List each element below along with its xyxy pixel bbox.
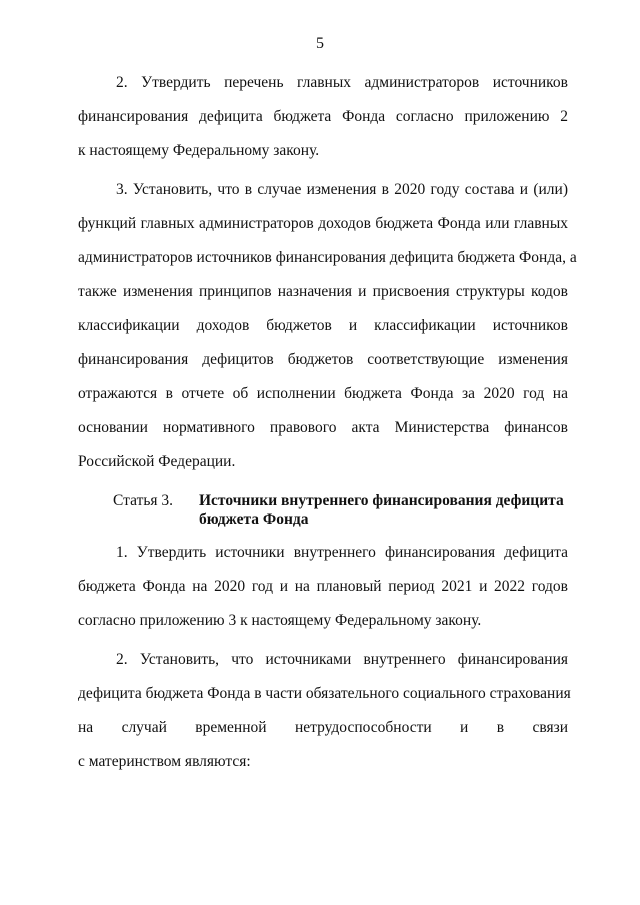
paragraph-2 [78, 73, 568, 175]
article-title [199, 491, 569, 529]
paragraph-line: на случай временной нетрудоспособности и в связи [78, 719, 568, 736]
paragraph-line: классификации доходов бюджетов и классификации источников [78, 317, 568, 334]
paragraph-line: дефицита бюджета Фонда в части обязательного социального страхования [78, 685, 571, 702]
paragraph-line: с материнством являются: [78, 753, 251, 770]
paragraph-line: 3. Установить, что в случае изменения в 2020 году состава и (или) [116, 181, 568, 198]
article-title-line: бюджета Фонда [199, 511, 309, 528]
paragraph-line: финансирования дефицитов бюджетов соответствующие изменения [78, 351, 568, 368]
paragraph-line: Российской Федерации. [78, 453, 236, 470]
paragraph-line: также изменения принципов назначения и присвоения структуры кодов [78, 283, 568, 300]
paragraph-3 [78, 180, 577, 486]
article-label: Статья 3. [113, 492, 174, 509]
paragraph-line: основании нормативного правового акта Министерства финансов [78, 419, 568, 436]
paragraph-line: администраторов источников финансирования дефицита бюджета Фонда, а [78, 249, 577, 266]
paragraph-line: согласно приложению 3 к настоящему Федеральному закону. [78, 612, 482, 629]
paragraph-line: функций главных администраторов доходов бюджета Фонда или главных [78, 215, 568, 232]
article3-paragraph-2 [78, 650, 571, 786]
paragraph-line: финансирования дефицита бюджета Фонда согласно приложению 2 [78, 108, 568, 125]
page-number: 5 [316, 35, 324, 52]
paragraph-line: 2. Установить, что источниками внутреннего финансирования [116, 651, 568, 668]
paragraph-line: 2. Утвердить перечень главных администраторов источников [116, 74, 568, 91]
paragraph-line: к настоящему Федеральному закону. [78, 142, 320, 159]
paragraph-line: бюджета Фонда на 2020 год и на плановый период 2021 и 2022 годов [78, 578, 568, 595]
article3-paragraph-1 [78, 543, 568, 645]
article-title-line: Источники внутреннего финансирования дефицита [199, 492, 564, 509]
paragraph-line: 1. Утвердить источники внутреннего финансирования дефицита [116, 544, 568, 561]
paragraph-line: отражаются в отчете об исполнении бюджета Фонда за 2020 год на [78, 385, 568, 402]
